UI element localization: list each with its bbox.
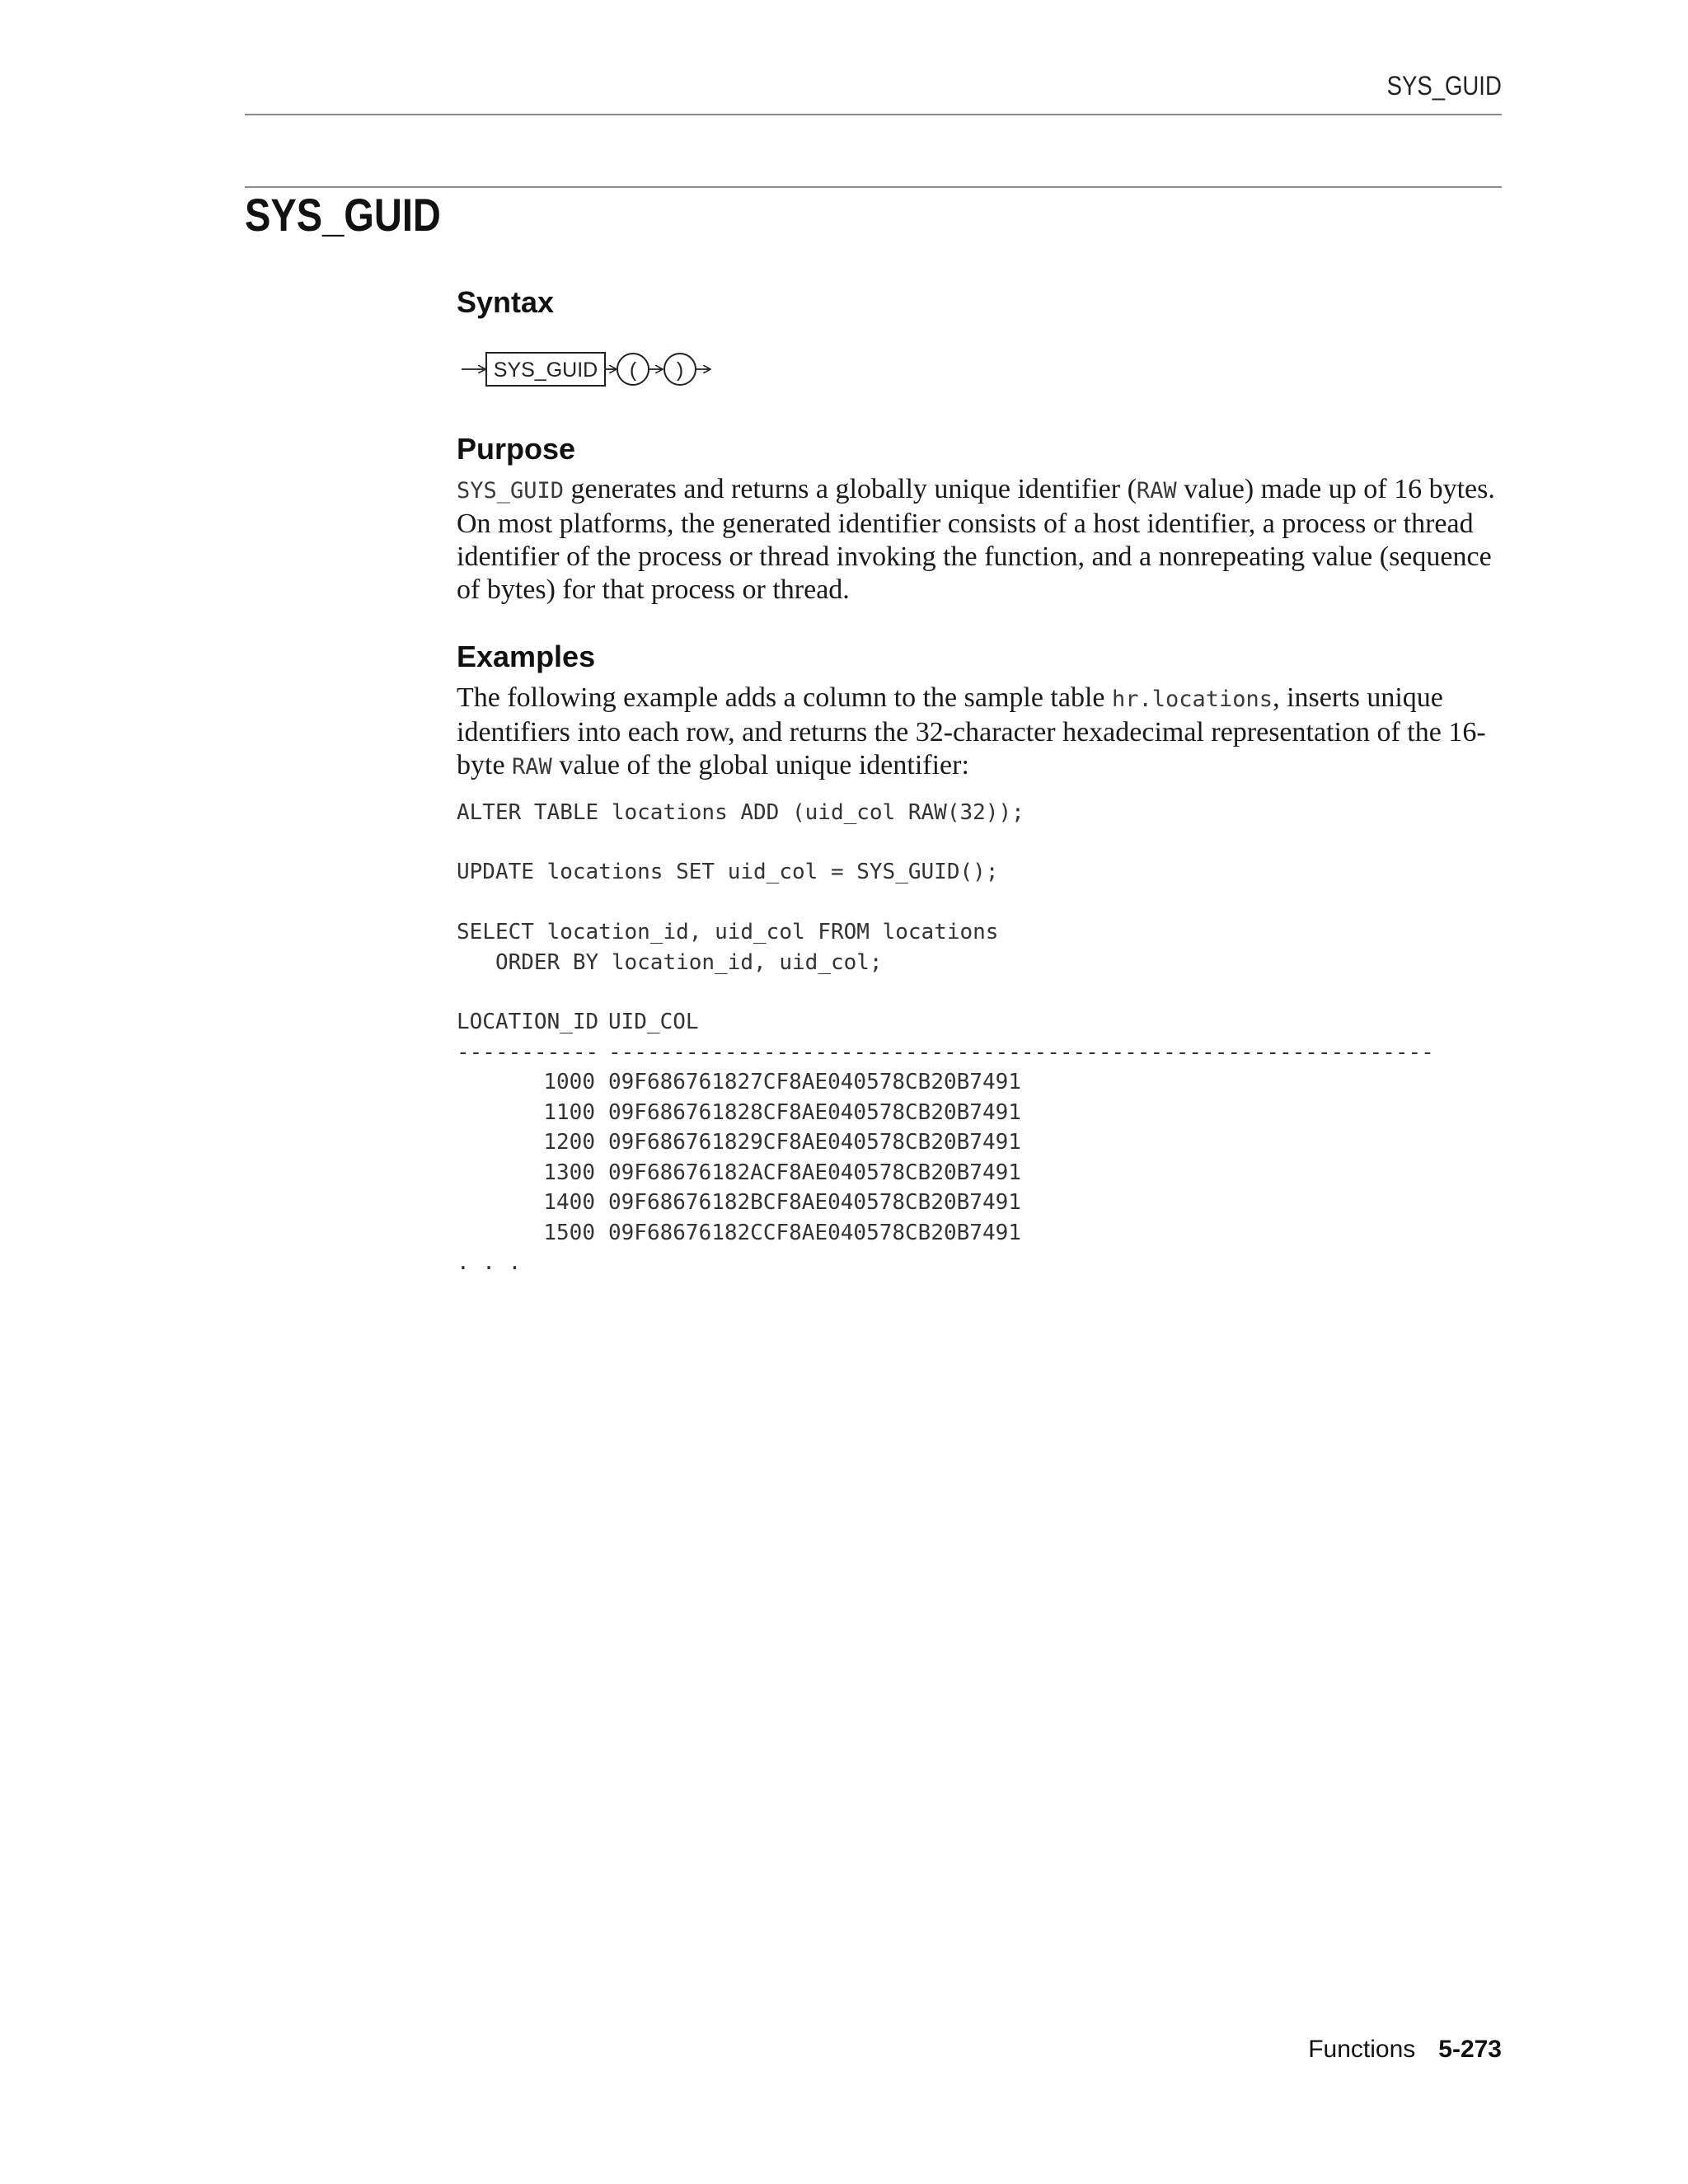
result-location-id: 1300 [543,1160,595,1185]
purpose-text-2: value) made up of 16 bytes. On most platforms, the generated identifier consists of a host identifier, a process or thread identifier of the process or thread invoking the function, and a nonrepeating value (sequence of bytes) for that process or thread. [457,474,1495,605]
result-uid: 09F686761828CF8AE040578CB20B7491 [608,1099,1021,1125]
result-ellipsis: . . . [457,1250,522,1275]
examples-code-raw: RAW [512,754,552,780]
examples-text-3: value of the global unique identifier: [551,750,969,780]
result-uid: 09F686761827CF8AE040578CB20B7491 [608,1070,1021,1094]
syntax-heading: Syntax [457,285,555,319]
examples-text-1: The following example adds a column to the sample table [457,682,1112,713]
result-col-location-id: LOCATION_ID [457,1010,599,1034]
code-update: UPDATE locations SET uid_col = SYS_GUID(); [457,860,999,884]
query-result [457,1007,1434,1278]
examples-code-hr-locations: hr.locations [1112,687,1273,712]
header-rule [245,114,1502,115]
result-uid: 09F68676182ACF8AE040578CB20B7491 [608,1160,1021,1185]
examples-heading: Examples [457,640,596,673]
result-location-id: 1500 [543,1220,595,1245]
purpose-code-raw: RAW [1136,478,1177,504]
result-separator-1: ----------- [457,1039,599,1065]
result-row [457,1158,1434,1188]
result-header-row [457,1007,1434,1038]
result-location-id: 1400 [543,1190,595,1215]
diagram-keyword: SYS_GUID [493,359,598,382]
result-row [457,1218,1434,1249]
result-separator-2: ---------------------------------------------------------------- [608,1039,1434,1065]
code-alter-table: ALTER TABLE locations ADD (uid_col RAW(32)); [457,800,1025,825]
result-location-id: 1100 [543,1099,595,1125]
running-header: SYS_GUID [1386,71,1502,101]
examples-text-2: , inserts unique identifiers into each row, and returns the 32-character hexadecimal representation of the 16-byte [457,682,1486,780]
result-row [457,1098,1434,1128]
result-col-uid: UID_COL [608,1010,699,1034]
result-row [457,1188,1434,1218]
result-uid: 09F686761829CF8AE040578CB20B7491 [608,1130,1021,1155]
result-location-id: 1000 [543,1070,595,1094]
code-select: SELECT location_id, uid_col FROM locations ORDER BY location_id, uid_col; [457,920,999,975]
result-location-id: 1200 [543,1130,595,1155]
purpose-text-1: generates and returns a globally unique identifier ( [564,474,1137,504]
examples-paragraph [457,682,1502,784]
result-uid: 09F68676182BCF8AE040578CB20B7491 [608,1190,1021,1215]
result-row [457,1067,1434,1098]
result-row [457,1127,1434,1158]
footer-section: Functions [1308,2036,1416,2063]
purpose-heading: Purpose [457,432,576,466]
syntax-diagram [457,344,737,394]
diagram-open-paren: ( [629,359,637,382]
page-number: 5-273 [1438,2036,1502,2063]
purpose-code-sys-guid: SYS_GUID [457,478,565,504]
page-footer [1308,2036,1502,2064]
diagram-close-paren: ) [676,359,684,382]
purpose-paragraph [457,473,1502,607]
page-title: SYS_GUID [245,189,441,241]
result-separator-row [457,1038,1434,1068]
result-uid: 09F68676182CCF8AE040578CB20B7491 [608,1220,1021,1245]
